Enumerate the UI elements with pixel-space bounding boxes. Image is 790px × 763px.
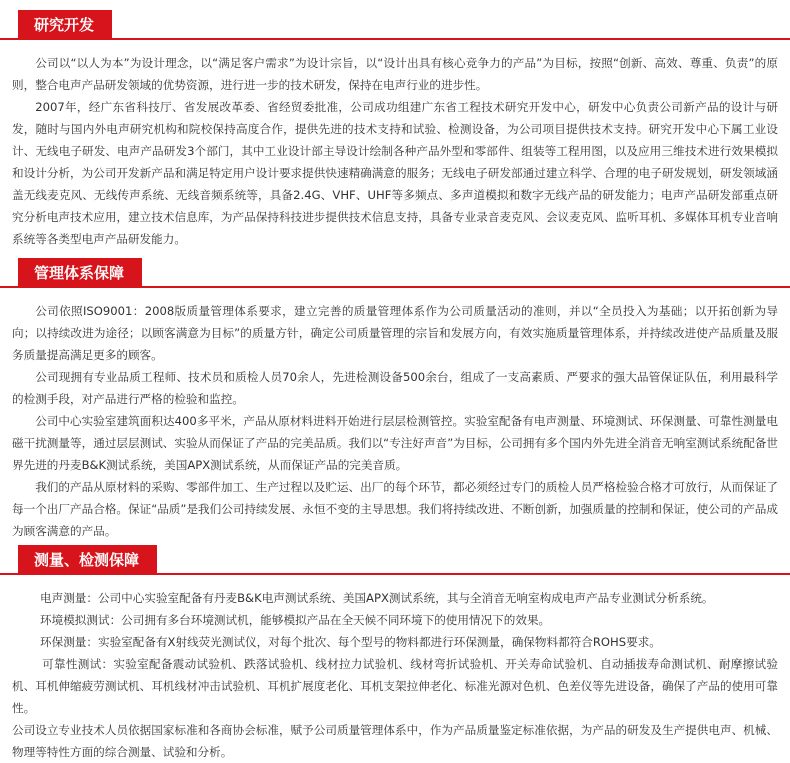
paragraph: 公司现拥有专业品质工程师、技术员和质检人员70余人，先进检测设备500余台，组成了一支高素质、严要求的强大品管保证队伍，利用最科学的检测手段，对产品进行严格的检验和监控。 [12, 370, 778, 406]
test-item: 环保测量：实验室配备有X射线荧光测试仪，对每个批次、每个型号的物料都进行环保测量，确保物料都符合ROHS要求。 [40, 635, 661, 649]
section-body [0, 587, 790, 763]
test-item: 电声测量：公司中心实验室配备有丹麦B&K电声测试系统、美国APX测试系统，其与全消音无响室构成电声产品专业测试分析系统。 [40, 591, 714, 605]
paragraph: 公司中心实验室建筑面积达400多平米，产品从原材料进料开始进行层层检测管控。实验室配备有电声测量、环境测试、环保测量、可靠性测量电磁干扰测量等，通过层层测试、实验从而保证了产品的完美品质。我们以“专注好声音”为目标，公司拥有多个国内外先进全消音无响室测试系统配备世界先进的丹麦B&K测试系统，美国APX测试系统，从而保证产品的完美音质。 [12, 414, 778, 472]
paragraph: 2007年，经广东省科技厅、省发展改革委、省经贸委批准，公司成功组建广东省工程技术研究开发中心，研发中心负责公司新产品的设计与研发，随时与国内外电声研究机构和院校保持高度合作，提供先进的技术支持和试验、检测设备，为公司项目提供技术支持。研究开发中心下属工业设计、无线电子研发、电声产品研发3个部门，其中工业设计部主导设计绘制各种产品外型和零部件、组装等工程用图，以及应用三维技术进行效果模拟和设计分析，为公司开发新产品和满足特定用户设计要求提供快速精确满意的服务；无线电子研发部通过建立科学、合理的电子研发规划，研发领域涵盖无线麦克风、无线传声系统、无线音频系统等，具备2.4G、VHF、UHF等多频点、多声道模拟和数字无线产品的研发能力；电声产品研发部重点研究分析电声技术应用，建立技术信息库，为产品保持科技进步提供技术信息支持，具备专业录音麦克风、会议麦克风、监听耳机、多媒体耳机专业音响系统等各类型电声产品研发能力。 [12, 100, 778, 246]
test-item: 环境模拟测试：公司拥有多台环境测试机，能够模拟产品在全天候不同环境下的使用情况下的效果。 [40, 613, 551, 627]
test-item: 可靠性测试：实验室配备震动试验机、跌落试验机、线材拉力试验机、线材弯折试验机、开关寿命试验机、自动插拔寿命测试机、耐摩擦试验机、耳机伸缩疲劳测试机、耳机线材冲击试验机、耳机扩展度老化、耳机支架拉伸老化、标准光源对色机、色差仪等先进设备，确保了产品的使用可靠性。 [12, 657, 778, 715]
section-title: 管理体系保障 [18, 258, 142, 288]
section-body [0, 52, 790, 250]
section-testing [0, 545, 790, 763]
section-title: 研究开发 [18, 10, 112, 40]
section-header [0, 258, 790, 288]
closing-paragraph: 公司设立专业技术人员依据国家标准和各商协会标准，赋予公司质量管理体系中，作为产品质量鉴定标准依据，为产品的研发及生产提供电声、机械、物理等特性方面的综合测量、试验和分析。 [12, 723, 778, 759]
paragraph: 公司以“以人为本”为设计理念，以“满足客户需求”为设计宗旨，以“设计出具有核心竞争力的产品”为目标，按照“创新、高效、尊重、负责”的原则，整合电声产品研发领域的优势资源，进行进一步的技术研发，保持在电声行业的进步性。 [12, 56, 778, 92]
section-header [0, 545, 790, 575]
paragraph: 公司依照ISO9001：2008版质量管理体系要求，建立完善的质量管理体系作为公司质量活动的准则，并以“全员投入为基础；以开拓创新为导向；以持续改进为途径；以顾客满意为目标”的质量方针，确定公司质量管理的宗旨和发展方向，有效实施质量管理体系，并持续改进使产品质量及服务质量提高满足更多的顾客。 [12, 304, 778, 362]
section-research [0, 10, 790, 250]
header-underline [0, 38, 790, 40]
section-body [0, 300, 790, 542]
section-header [0, 10, 790, 40]
section-management [0, 258, 790, 542]
paragraph: 我们的产品从原材料的采购、零部件加工、生产过程以及贮运、出厂的每个环节，都必须经过专门的质检人员严格检验合格才可放行，从而保证了每一个出厂产品合格。保证“品质”是我们公司持续发展、永恒不变的主导思想。我们将持续改进、不断创新，加强质量的控制和保证，使公司的产品成为顾客满意的产品。 [12, 480, 778, 538]
section-title: 测量、检测保障 [18, 545, 157, 575]
